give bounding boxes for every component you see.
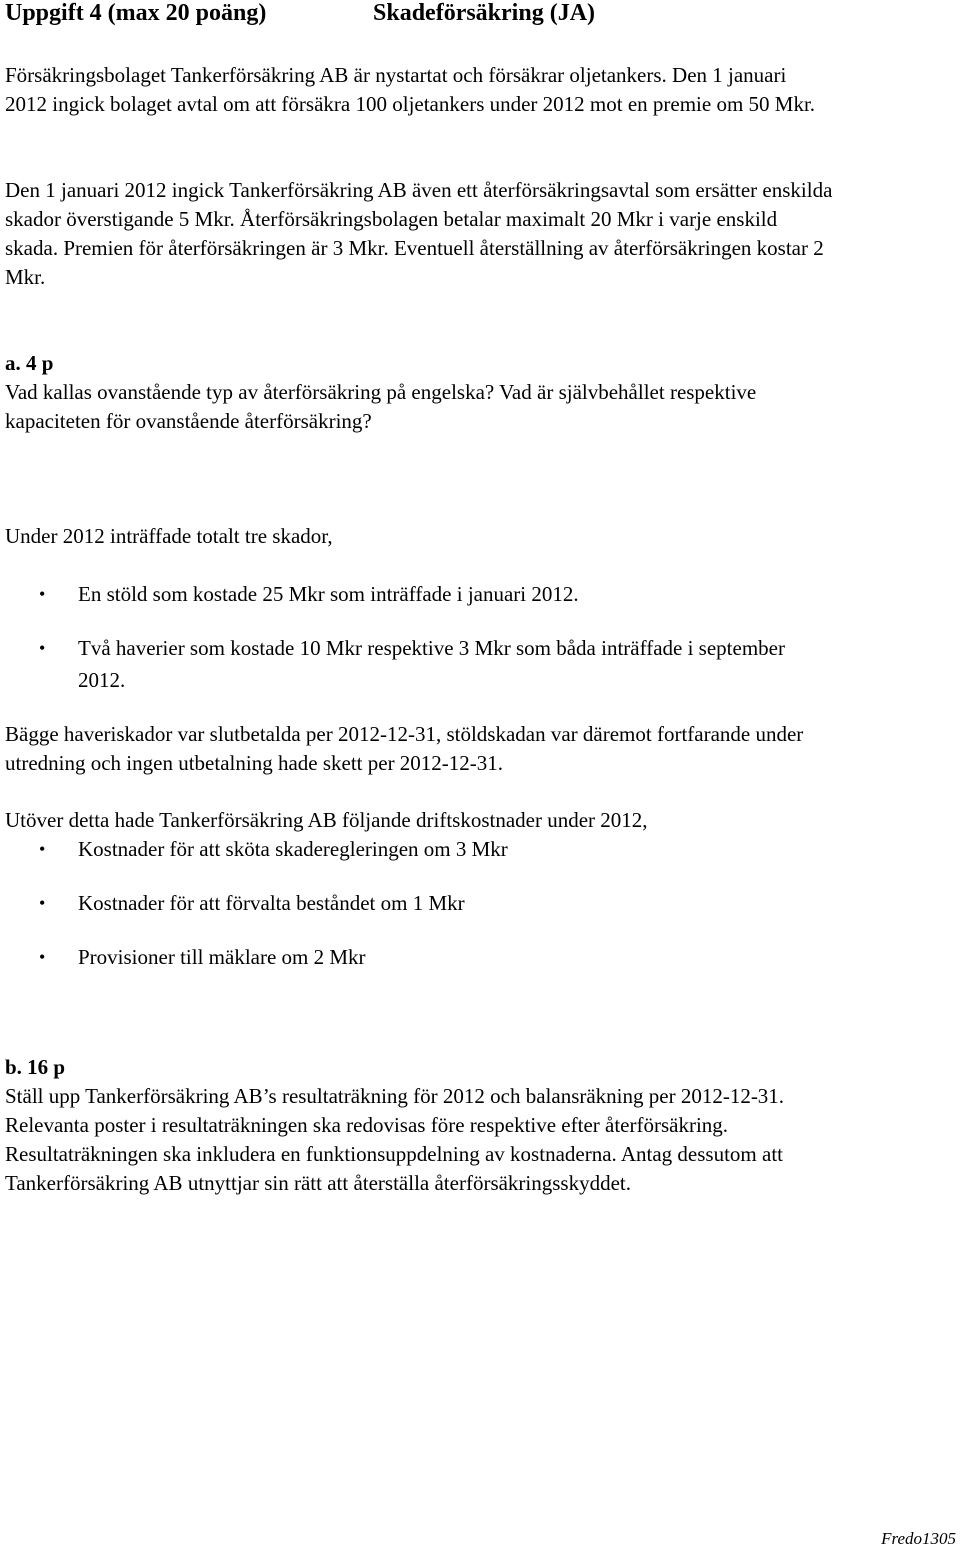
bullet-dot-icon: • (39, 893, 46, 913)
claim-item-text: Två haverier som kostade 10 Mkr respektive 3 Mkr som båda inträffade i september 2012. (78, 636, 785, 692)
cost-item-text: Provisioner till mäklare om 2 Mkr (78, 945, 366, 969)
cost-item-text: Kostnader för att sköta skaderegleringen om 3 Mkr (78, 837, 508, 861)
claims-status-text: Bägge haveriskador var slutbetalda per 2012-12-31, stöldskadan var däremot fortfarande under utredning och ingen utbetalning hade skett per 2012-12-31. (5, 722, 804, 775)
claims-intro-text: Under 2012 inträffade totalt tre skador, (5, 524, 333, 548)
claim-item-text: En stöld som kostade 25 Mkr som inträffade i januari 2012. (78, 582, 579, 606)
bullet-dot-icon: • (39, 584, 46, 604)
claims-intro (5, 522, 955, 551)
intro-text-2: Den 1 januari 2012 ingick Tankerförsäkring AB även ett återförsäkringsavtal som ersätter enskilda skador överstigande 5 Mkr. Återförsäkringsbolagen betalar maximalt 20 Mkr i varje enskild skada. Premien för återförsäkringen är 3 Mkr. Eventuell återställning av återförsäkringen kostar 2 Mkr. (5, 178, 833, 289)
part-b-section (5, 1053, 820, 1198)
part-a-question: Vad kallas ovanstående typ av återförsäkring på engelska? Vad är självbehållet respektive kapaciteten för ovanstående återförsäkring? (5, 380, 757, 433)
part-a-section (5, 349, 805, 436)
task-title: Uppgift 4 (max 20 poäng) (5, 0, 267, 26)
costs-intro (5, 806, 955, 835)
part-b-label: b. 16 p (5, 1055, 66, 1079)
intro-paragraph-1 (5, 61, 825, 119)
intro-paragraph-2 (5, 176, 835, 292)
intro-text-1: Försäkringsbolaget Tankerförsäkring AB är nystartat och försäkrar oljetankers. Den 1 januari 2012 ingick bolaget avtal om att försäkra 100 oljetankers under 2012 mot en premie om 50 Mkr. (5, 63, 816, 116)
claims-status (5, 720, 805, 778)
footer-signature: Fredo1305 (881, 1529, 956, 1548)
task-subject: Skadeförsäkring (JA) (373, 0, 596, 26)
part-a-label: a. 4 p (5, 351, 54, 375)
task-heading (5, 0, 955, 29)
bullet-dot-icon: • (39, 839, 46, 859)
part-b-question: Ställ upp Tankerförsäkring AB’s resultaträkning för 2012 och balansräkning per 2012-12-31. Relevanta poster i resultaträkningen ska redovisas före respektive efter återförsäkring. Resultaträkningen ska inkludera en funktionsuppdelning av kostnaderna. Antag dessutom att Tankerförsäkring AB utnyttjar sin rätt att återställa återförsäkringsskyddet. (5, 1084, 785, 1195)
cost-item-text: Kostnader för att förvalta beståndet om 1 Mkr (78, 891, 465, 915)
bullet-dot-icon: • (39, 947, 46, 967)
bullet-dot-icon: • (39, 638, 46, 658)
costs-intro-text: Utöver detta hade Tankerförsäkring AB följande driftskostnader under 2012, (5, 808, 648, 832)
